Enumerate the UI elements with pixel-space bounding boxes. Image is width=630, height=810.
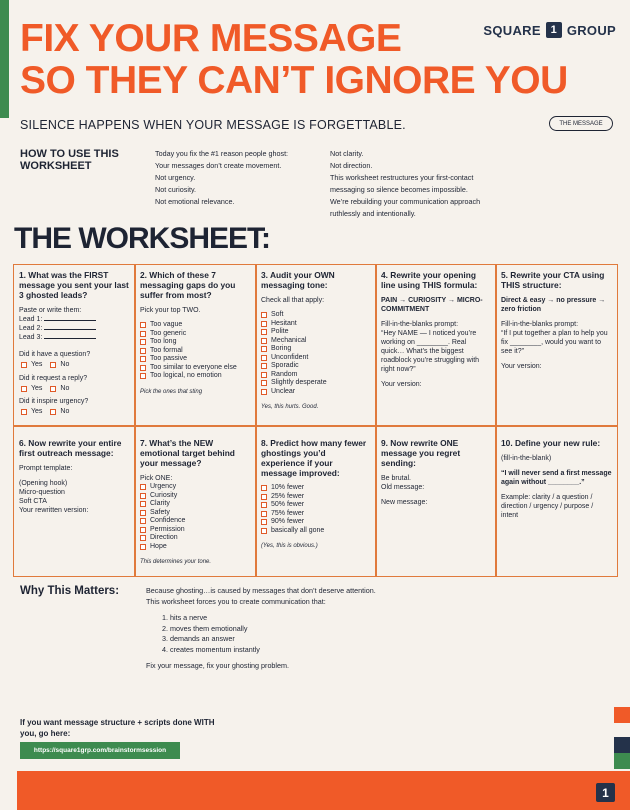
cell-1: [14, 265, 134, 426]
worksheet-title: THE WORKSHEET:: [14, 222, 270, 255]
no-checkbox[interactable]: No: [50, 385, 69, 394]
cell-text: Check all that apply:: [261, 297, 325, 304]
brainstorm-link-button[interactable]: https://square1grp.com/brainstormsession: [20, 742, 180, 759]
corner-logo-icon: 1: [596, 783, 615, 802]
cell-text: Did it request a reply?: [19, 374, 88, 382]
cell-text: New message:: [381, 499, 428, 506]
cell-text: Your version:: [501, 363, 542, 370]
option-checkbox[interactable]: 10% fewer: [261, 484, 370, 493]
page-title: [20, 18, 568, 102]
cell-note: Pick the ones that sting: [140, 388, 203, 395]
howto-line: This worksheet restructures your first-contact messaging so silence becomes impossible.: [330, 173, 474, 194]
option-checkbox[interactable]: Permission: [140, 526, 250, 535]
subtitle: SILENCE HAPPENS WHEN YOUR MESSAGE IS FORGETTABLE.: [20, 118, 406, 132]
option-checkbox[interactable]: Urgency: [140, 483, 250, 492]
option-checkbox[interactable]: 50% fewer: [261, 501, 370, 510]
list-item: 4. creates momentum instantly: [170, 645, 446, 656]
title-line-1: FIX YOUR MESSAGE: [20, 17, 402, 60]
cell-text: “If I put together a plan to help you fix ________, would you want to see it?”: [501, 330, 608, 355]
cell-text: Your version:: [381, 381, 422, 388]
option-checkbox[interactable]: Safety: [140, 509, 250, 518]
option-checkbox[interactable]: Too similar to everyone else: [140, 364, 250, 373]
brand-one-icon: 1: [546, 22, 562, 38]
option-checkbox[interactable]: Confidence: [140, 517, 250, 526]
cell-text: Did it inspire urgency?: [19, 398, 89, 405]
cell-text: Old message:: [381, 484, 425, 491]
list-item: 1. hits a nerve: [170, 613, 446, 624]
option-checkbox[interactable]: Too logical, no emotion: [140, 372, 250, 381]
cell-text: Be brutal.: [381, 475, 411, 482]
cell-7: [135, 433, 255, 572]
howto-line: Not direction.: [330, 161, 373, 170]
yes-checkbox[interactable]: Yes: [21, 408, 42, 417]
cell-5: [496, 265, 617, 376]
cell-text: Pick ONE:: [140, 475, 173, 482]
question-8: 8. Predict how many fewer ghostings you’d experience if your message improved:: [261, 438, 367, 478]
question-7: 7. What’s the NEW emotional target behind your message?: [140, 438, 235, 468]
cell-note: Yes, this hurts. Good.: [261, 404, 319, 410]
message-pill: THE MESSAGE: [549, 116, 613, 131]
why-text: This worksheet forces you to create communication that:: [146, 596, 326, 606]
option-checkbox[interactable]: Curiosity: [140, 492, 250, 501]
question-3: 3. Audit your OWN messaging tone:: [261, 270, 335, 290]
option-checkbox[interactable]: Hope: [140, 543, 250, 552]
option-checkbox[interactable]: Too vague: [140, 321, 250, 330]
footer-bar: [17, 771, 630, 810]
why-text: Fix your message, fix your ghosting problem.: [146, 661, 290, 670]
question-10: 10. Define your new rule:: [501, 438, 601, 448]
howto-line: We’re rebuilding your communication approach ruthlessly and intentionally.: [330, 197, 481, 218]
option-checkbox[interactable]: Unconfident: [261, 354, 370, 363]
cell-text: Your rewritten version:: [19, 507, 89, 514]
option-checkbox[interactable]: Unclear: [261, 388, 370, 397]
howto-line: Not urgency.: [155, 173, 196, 182]
cell-text: Soft CTA: [19, 498, 47, 505]
cell-text: Example: clarity / a question / direction / urgency / purpose / intent: [501, 494, 594, 519]
cell-9: [376, 433, 495, 512]
cell-text: Did it have a question?: [19, 351, 91, 358]
accent-square: [614, 753, 630, 769]
question-6: 6. Now rewrite your entire first outreach message:: [19, 438, 122, 458]
why-list: [170, 613, 446, 655]
list-item: 2. moves them emotionally: [170, 624, 446, 635]
cell-text: (Opening hook): [19, 480, 68, 487]
formula: Direct & easy → no pressure → zero friction: [501, 297, 606, 313]
why-body: [146, 586, 446, 672]
cell-text: Pick your top TWO.: [140, 307, 201, 314]
accent-square: [614, 707, 630, 723]
cell-text: “Hey NAME — I noticed you’re working on ________. Real quick… What’s the biggest roadblock you’re struggling with right now?”: [381, 330, 480, 373]
option-checkbox[interactable]: Too passive: [140, 355, 250, 364]
lead-line-2[interactable]: Lead 2:: [19, 324, 129, 333]
question-2: 2. Which of these 7 messaging gaps do you suffer from most?: [140, 270, 236, 300]
cell-text: (fill-in-the-blank): [501, 455, 552, 462]
option-checkbox[interactable]: Random: [261, 371, 370, 380]
option-checkbox[interactable]: Soft: [261, 311, 370, 320]
brand-group: GROUP: [566, 22, 616, 38]
option-checkbox[interactable]: 90% fewer: [261, 518, 370, 527]
option-checkbox[interactable]: Boring: [261, 345, 370, 354]
formula: PAIN → CURIOSITY → MICRO-COMMITMENT: [381, 297, 483, 313]
why-text: Because ghosting…is caused by messages that don’t deserve attention.: [146, 586, 376, 595]
accent-square: [614, 737, 630, 753]
option-checkbox[interactable]: Too generic: [140, 330, 250, 339]
option-checkbox[interactable]: Slightly desperate: [261, 379, 370, 388]
howto-line: Not curiosity.: [155, 185, 197, 194]
cell-text: Prompt template:: [19, 465, 73, 472]
option-checkbox[interactable]: 75% fewer: [261, 510, 370, 519]
worksheet-grid: [13, 264, 618, 577]
question-1: 1. What was the FIRST message you sent your last 3 ghosted leads?: [19, 270, 129, 300]
cell-6: [14, 433, 134, 520]
cell-text: Paste or write them:: [19, 307, 82, 314]
question-9: 9. Now rewrite ONE message you regret sending:: [381, 438, 461, 468]
cell-8: [256, 433, 375, 556]
option-checkbox[interactable]: basically all gone: [261, 527, 370, 536]
cell-10: [496, 433, 617, 525]
no-checkbox[interactable]: No: [50, 361, 69, 370]
rule-text: “I will never send a first message again without ________.”: [501, 470, 612, 486]
cell-text: Fill-in-the-blanks prompt:: [501, 321, 579, 328]
cell-note: (Yes, this is obvious.): [261, 543, 318, 549]
option-checkbox[interactable]: Too formal: [140, 347, 250, 356]
cell-2: [135, 265, 255, 402]
option-checkbox[interactable]: Mechanical: [261, 337, 370, 346]
option-checkbox[interactable]: Sporadic: [261, 362, 370, 371]
question-4: 4. Rewrite your opening line using THIS formula:: [381, 270, 478, 290]
howto-col-1: [155, 148, 325, 208]
option-checkbox[interactable]: 25% fewer: [261, 493, 370, 502]
option-checkbox[interactable]: Direction: [140, 534, 250, 543]
cell-text: Fill-in-the-blanks prompt:: [381, 321, 459, 328]
cell-note: This determines your tone.: [140, 559, 212, 565]
yes-checkbox[interactable]: Yes: [21, 385, 42, 394]
cell-text: Micro-question: [19, 489, 65, 496]
list-item: 3. demands an answer: [170, 634, 446, 645]
howto-line: Not clarity.: [330, 149, 364, 158]
yes-checkbox[interactable]: Yes: [21, 361, 42, 370]
brand-square: SQUARE: [483, 22, 541, 38]
cell-3: [256, 265, 375, 417]
howto-line: Today you fix the #1 reason people ghost:: [155, 149, 289, 158]
howto-col-2: [330, 148, 500, 220]
option-checkbox[interactable]: Polite: [261, 328, 370, 337]
howto-line: Not emotional relevance.: [155, 197, 235, 206]
lead-line-1[interactable]: Lead 1:: [19, 315, 129, 324]
no-checkbox[interactable]: No: [50, 408, 69, 417]
left-accent-bar: [0, 0, 9, 118]
howto-heading: HOW TO USE THIS WORKSHEET: [20, 148, 119, 172]
option-checkbox[interactable]: Hesitant: [261, 320, 370, 329]
howto-line: Your messages don’t create movement.: [155, 161, 282, 170]
why-heading: Why This Matters:: [20, 585, 120, 597]
lead-line-3[interactable]: Lead 3:: [19, 333, 129, 342]
cell-4: [376, 265, 495, 394]
option-checkbox[interactable]: Clarity: [140, 500, 250, 509]
option-checkbox[interactable]: Too long: [140, 338, 250, 347]
footer-text: If you want message structure + scripts done WITH you, go here:: [20, 718, 215, 738]
title-line-2: SO THEY CAN’T IGNORE YOU: [20, 59, 568, 102]
question-5: 5. Rewrite your CTA using THIS structure:: [501, 270, 605, 290]
